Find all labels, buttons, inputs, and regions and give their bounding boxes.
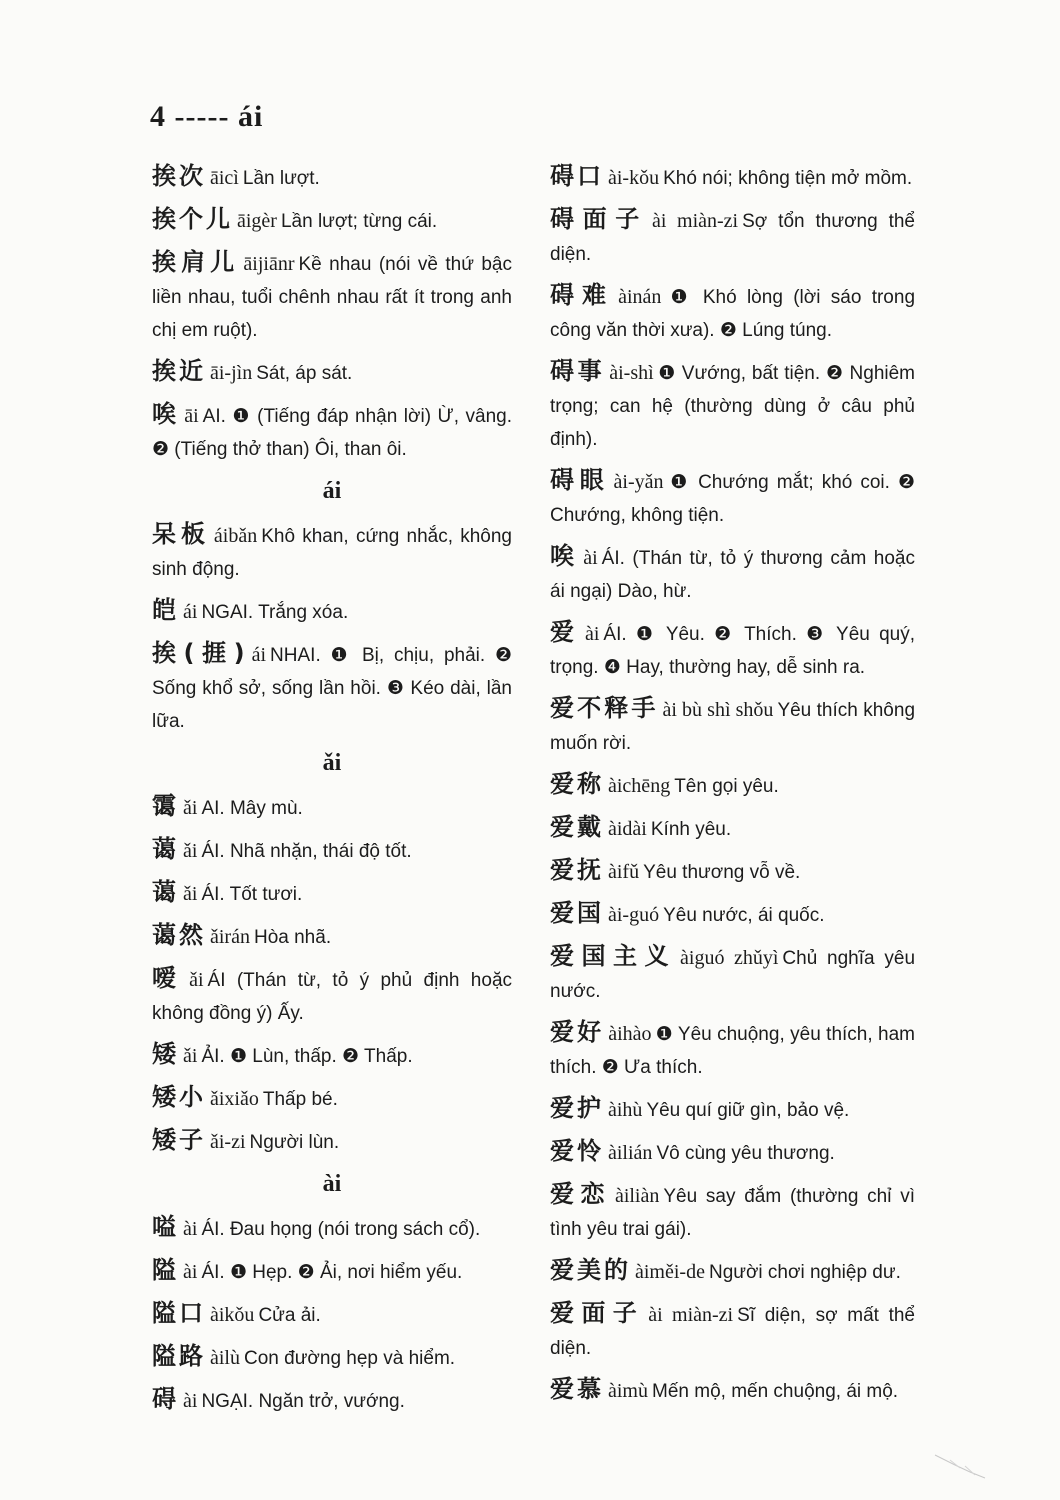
- entry-definition: Khô khan, cứng nhắc, không sinh động.: [152, 526, 512, 580]
- dictionary-entry: [550, 355, 915, 456]
- entry-headword: 爱称: [550, 770, 604, 798]
- dictionary-entry: [152, 355, 512, 390]
- entry-definition: NHAI. ❶ Bị, chịu, phải. ❷ Sống khổ sở, sống lần hồi. ❸ Kéo dài, lần lữa.: [152, 645, 513, 732]
- entry-headword: 矮: [152, 1040, 179, 1068]
- entry-pinyin: ài bù shì shǒu: [662, 699, 774, 721]
- dictionary-entry: [550, 203, 915, 271]
- dictionary-entry: [550, 692, 915, 760]
- entry-definition: Sát, áp sát.: [256, 363, 353, 384]
- entry-definition: Vô cùng yêu thương.: [656, 1143, 835, 1164]
- dictionary-entry: [550, 897, 915, 932]
- entry-definition: NGẠI. Ngăn trở, vướng.: [201, 1391, 405, 1412]
- entry-headword: 爱面子: [550, 1299, 645, 1327]
- dictionary-entry: [152, 246, 512, 347]
- entry-pinyin: ǎi: [183, 1045, 198, 1067]
- entry-pinyin: ái: [251, 644, 267, 666]
- entry-definition: Con đường hẹp và hiểm.: [244, 1348, 456, 1369]
- entry-headword: 碍难: [550, 281, 615, 309]
- entry-pinyin: ǎi-zi: [210, 1131, 246, 1153]
- entry-pinyin: ǎirán: [210, 926, 250, 948]
- entry-pinyin: āigèr: [237, 210, 277, 232]
- entry-definition: Chủ nghĩa yêu nước.: [550, 948, 916, 1002]
- entry-definition: Kính yêu.: [650, 819, 732, 840]
- dictionary-entry: [152, 833, 512, 868]
- section-heading: ái: [322, 478, 342, 504]
- entry-headword: 挨肩儿: [152, 248, 240, 276]
- dictionary-entry: [152, 594, 512, 629]
- entry-pinyin: āijiānr: [243, 253, 295, 275]
- entry-headword: 爱恋: [550, 1180, 611, 1208]
- entry-headword: 碍眼: [550, 466, 610, 494]
- section-heading: ǎi: [322, 750, 342, 776]
- entry-pinyin: āi: [184, 405, 199, 427]
- entry-headword: 爱美的: [550, 1256, 631, 1284]
- entry-headword: 唉: [152, 400, 181, 428]
- entry-pinyin: àiliàn: [614, 1185, 660, 1207]
- entry-pinyin: àiguó zhǔyì: [680, 947, 779, 969]
- entry-definition: ÁI. ❶ Hẹp. ❷ Ải, nơi hiểm yếu.: [201, 1262, 463, 1283]
- entry-definition: Sợ tổn thương thể diện.: [550, 211, 915, 265]
- dictionary-entry: [152, 790, 512, 825]
- entry-headword: 隘口: [152, 1299, 206, 1327]
- entry-headword: 蔼: [152, 878, 179, 906]
- dictionary-entry: [152, 1383, 512, 1418]
- entry-pinyin: ǎixiǎo: [210, 1088, 259, 1110]
- dictionary-entry: [152, 1081, 512, 1116]
- entry-pinyin: àinán: [618, 286, 662, 308]
- entry-headword: 爱不释手: [550, 694, 659, 722]
- dictionary-entry: [550, 854, 915, 889]
- dictionary-entry: [550, 616, 915, 684]
- entry-definition: Tên gọi yêu.: [674, 776, 779, 797]
- entry-definition: Cửa ải.: [258, 1305, 321, 1326]
- entry-definition: Yêu thích không muốn rời.: [550, 700, 916, 754]
- entry-headword: 爱: [550, 618, 581, 646]
- entry-headword: 爱抚: [550, 856, 604, 884]
- entry-pinyin: ài-kǒu: [608, 167, 660, 189]
- entry-headword: 碍: [152, 1385, 179, 1413]
- entry-headword: 爱国: [550, 899, 604, 927]
- dictionary-entry: [152, 1211, 512, 1246]
- entry-headword: 隘: [152, 1256, 179, 1284]
- entry-pinyin: ǎi: [183, 797, 198, 819]
- dictionary-entry: [550, 160, 915, 195]
- dictionary-entry: [550, 1135, 915, 1170]
- left-column: [152, 160, 512, 1426]
- entry-headword: 碍面子: [550, 205, 648, 233]
- entry-headword: 隘路: [152, 1342, 206, 1370]
- entry-headword: 矮子: [152, 1126, 206, 1154]
- entry-definition: Yêu say đắm (thường chỉ vì tình yêu trai gái).: [550, 1186, 915, 1240]
- entry-headword: 挨个儿: [152, 205, 233, 233]
- entry-headword: 蔼: [152, 835, 179, 863]
- entry-definition: Yêu thương vỗ về.: [643, 862, 801, 883]
- entry-definition: ÁI. Đau họng (nói trong sách cổ).: [201, 1219, 481, 1240]
- entry-pinyin: ǎi: [189, 969, 204, 991]
- entry-pinyin: àimù: [608, 1380, 648, 1402]
- entry-headword: 皑: [152, 596, 179, 624]
- entry-pinyin: àilián: [608, 1142, 653, 1164]
- entry-definition: Người lùn.: [249, 1132, 340, 1153]
- entry-definition: ÁI. (Thán từ, tỏ ý thương cảm hoặc ái ngại) Dào, hừ.: [550, 548, 915, 602]
- entry-pinyin: ài: [183, 1390, 198, 1412]
- dictionary-entry: [550, 1092, 915, 1127]
- entry-pinyin: ǎi: [183, 883, 198, 905]
- dictionary-entry: [152, 1038, 512, 1073]
- entry-pinyin: àiměi-de: [635, 1261, 705, 1283]
- entry-pinyin: ài: [583, 547, 598, 569]
- entry-definition: Yêu quí giữ gìn, bảo vệ.: [646, 1100, 850, 1121]
- entry-headword: 爱怜: [550, 1137, 604, 1165]
- dictionary-entry: [550, 811, 915, 846]
- dictionary-entry: [550, 940, 915, 1008]
- dictionary-entry: [152, 1254, 512, 1289]
- entry-definition: AI. ❶ (Tiếng đáp nhận lời) Ừ, vâng. ❷ (Tiếng thở than) Ôi, than ôi.: [152, 406, 513, 460]
- entry-pinyin: ài miàn-zi: [651, 210, 739, 232]
- dictionary-entry: [152, 1340, 512, 1375]
- entry-definition: ❶ Vướng, bất tiện. ❷ Nghiêm trọng; can hệ (thường dùng ở câu phủ định).: [550, 363, 916, 450]
- entry-headword: 碍口: [550, 162, 604, 190]
- entry-pinyin: ài: [183, 1218, 198, 1240]
- entry-definition: ÁI. Nhã nhặn, thái độ tốt.: [201, 841, 412, 862]
- entry-definition: ÁI (Thán từ, tỏ ý phủ định hoặc không đồng ý) Ấy.: [152, 970, 513, 1024]
- scan-artifact-mark: [930, 1450, 990, 1480]
- entry-definition: Yêu nước, ái quốc.: [663, 905, 825, 926]
- entry-pinyin: àihù: [608, 1099, 643, 1121]
- entry-pinyin: àikǒu: [210, 1304, 255, 1326]
- entry-headword: 爱慕: [550, 1375, 604, 1403]
- entry-pinyin: ài: [183, 1261, 198, 1283]
- page-header: 4 ----- ái: [150, 100, 264, 133]
- dictionary-entry: [550, 1297, 915, 1365]
- entry-definition: NGAI. Trắng xóa.: [201, 602, 349, 623]
- entry-headword: 嗳: [152, 964, 186, 992]
- dictionary-entry: [152, 518, 512, 586]
- entry-pinyin: àichēng: [608, 775, 671, 797]
- entry-definition: Lần lượt.: [242, 168, 320, 189]
- entry-headword: 爱国主义: [550, 942, 677, 970]
- entry-pinyin: ài: [584, 623, 600, 645]
- entry-definition: ÁI. ❶ Yêu. ❷ Thích. ❸ Yêu quý, trọng. ❹ Hay, thường hay, dễ sinh ra.: [550, 624, 916, 678]
- entry-pinyin: àidài: [608, 818, 647, 840]
- dictionary-entry: [550, 540, 915, 608]
- entry-definition: ❶ Khó lòng (lời sáo trong công văn thời xưa). ❷ Lúng túng.: [550, 287, 916, 341]
- entry-pinyin: ǎi: [183, 840, 198, 862]
- entry-headword: 唉: [550, 542, 580, 570]
- dictionary-entry: [152, 1124, 512, 1159]
- dictionary-entry: [152, 962, 512, 1030]
- entry-pinyin: ái: [183, 601, 198, 623]
- entry-pinyin: ài-shì: [609, 362, 654, 384]
- entry-pinyin: àifǔ: [608, 861, 640, 883]
- dictionary-entry: [550, 1373, 915, 1408]
- dictionary-entry: [152, 203, 512, 238]
- entry-definition: ẢI. ❶ Lùn, thấp. ❷ Thấp.: [201, 1046, 413, 1067]
- dictionary-entry: [550, 1178, 915, 1246]
- entry-definition: Khó nói; không tiện mở mồm.: [663, 168, 913, 189]
- entry-definition: Sĩ diện, sợ mất thể diện.: [550, 1305, 915, 1359]
- entry-headword: 爱戴: [550, 813, 604, 841]
- entry-headword: 呆板: [152, 520, 210, 548]
- entry-headword: 碍事: [550, 357, 606, 385]
- dictionary-entry: [550, 279, 915, 347]
- entry-headword: 爱护: [550, 1094, 604, 1122]
- entry-pinyin: àihào: [608, 1023, 652, 1045]
- entry-headword: 挨(捱): [152, 639, 248, 667]
- entry-pinyin: āi-jìn: [210, 362, 253, 384]
- entry-definition: ÁI. Tốt tươi.: [201, 884, 303, 905]
- entry-headword: 嗌: [152, 1213, 179, 1241]
- dictionary-entry: [152, 160, 512, 195]
- dictionary-entry: [152, 637, 512, 738]
- dictionary-entry: [550, 464, 915, 532]
- entry-definition: Hòa nhã.: [253, 927, 332, 948]
- entry-definition: AI. Mây mù.: [201, 798, 303, 819]
- entry-headword: 蔼然: [152, 921, 206, 949]
- entry-definition: ❶ Yêu chuộng, yêu thích, ham thích. ❷ Ưa thích.: [550, 1024, 915, 1078]
- entry-headword: 挨近: [152, 357, 206, 385]
- entry-pinyin: ài-guó: [608, 904, 660, 926]
- entry-pinyin: ài-yǎn: [613, 471, 664, 493]
- entry-headword: 爱好: [550, 1018, 605, 1046]
- entry-definition: Lần lượt; từng cái.: [280, 211, 438, 232]
- entry-definition: Kề nhau (nói về thứ bậc liền nhau, tuổi chênh nhau rất ít trong anh chị em ruột).: [152, 254, 513, 341]
- dictionary-entry: [152, 1297, 512, 1332]
- section-heading: ài: [322, 1171, 342, 1197]
- entry-pinyin: áibǎn: [213, 525, 258, 547]
- entry-headword: 矮小: [152, 1083, 206, 1111]
- entry-pinyin: āicì: [210, 167, 239, 189]
- entry-headword: 挨次: [152, 162, 206, 190]
- entry-definition: Người chơi nghiệp dư.: [708, 1262, 901, 1283]
- entry-headword: 霭: [152, 792, 179, 820]
- dictionary-entry: [550, 1254, 915, 1289]
- dictionary-entry: [152, 919, 512, 954]
- dictionary-entry: [152, 876, 512, 911]
- entry-definition: ❶ Chướng mắt; khó coi. ❷ Chướng, không tiện.: [550, 472, 915, 526]
- entry-pinyin: àilù: [210, 1347, 240, 1369]
- right-column: [550, 160, 915, 1416]
- entry-pinyin: ài miàn-zi: [648, 1304, 734, 1326]
- dictionary-entry: [550, 768, 915, 803]
- dictionary-entry: [152, 398, 512, 466]
- entry-definition: Thấp bé.: [262, 1089, 338, 1110]
- entry-definition: Mến mộ, mến chuộng, ái mộ.: [652, 1381, 899, 1402]
- dictionary-entry: [550, 1016, 915, 1084]
